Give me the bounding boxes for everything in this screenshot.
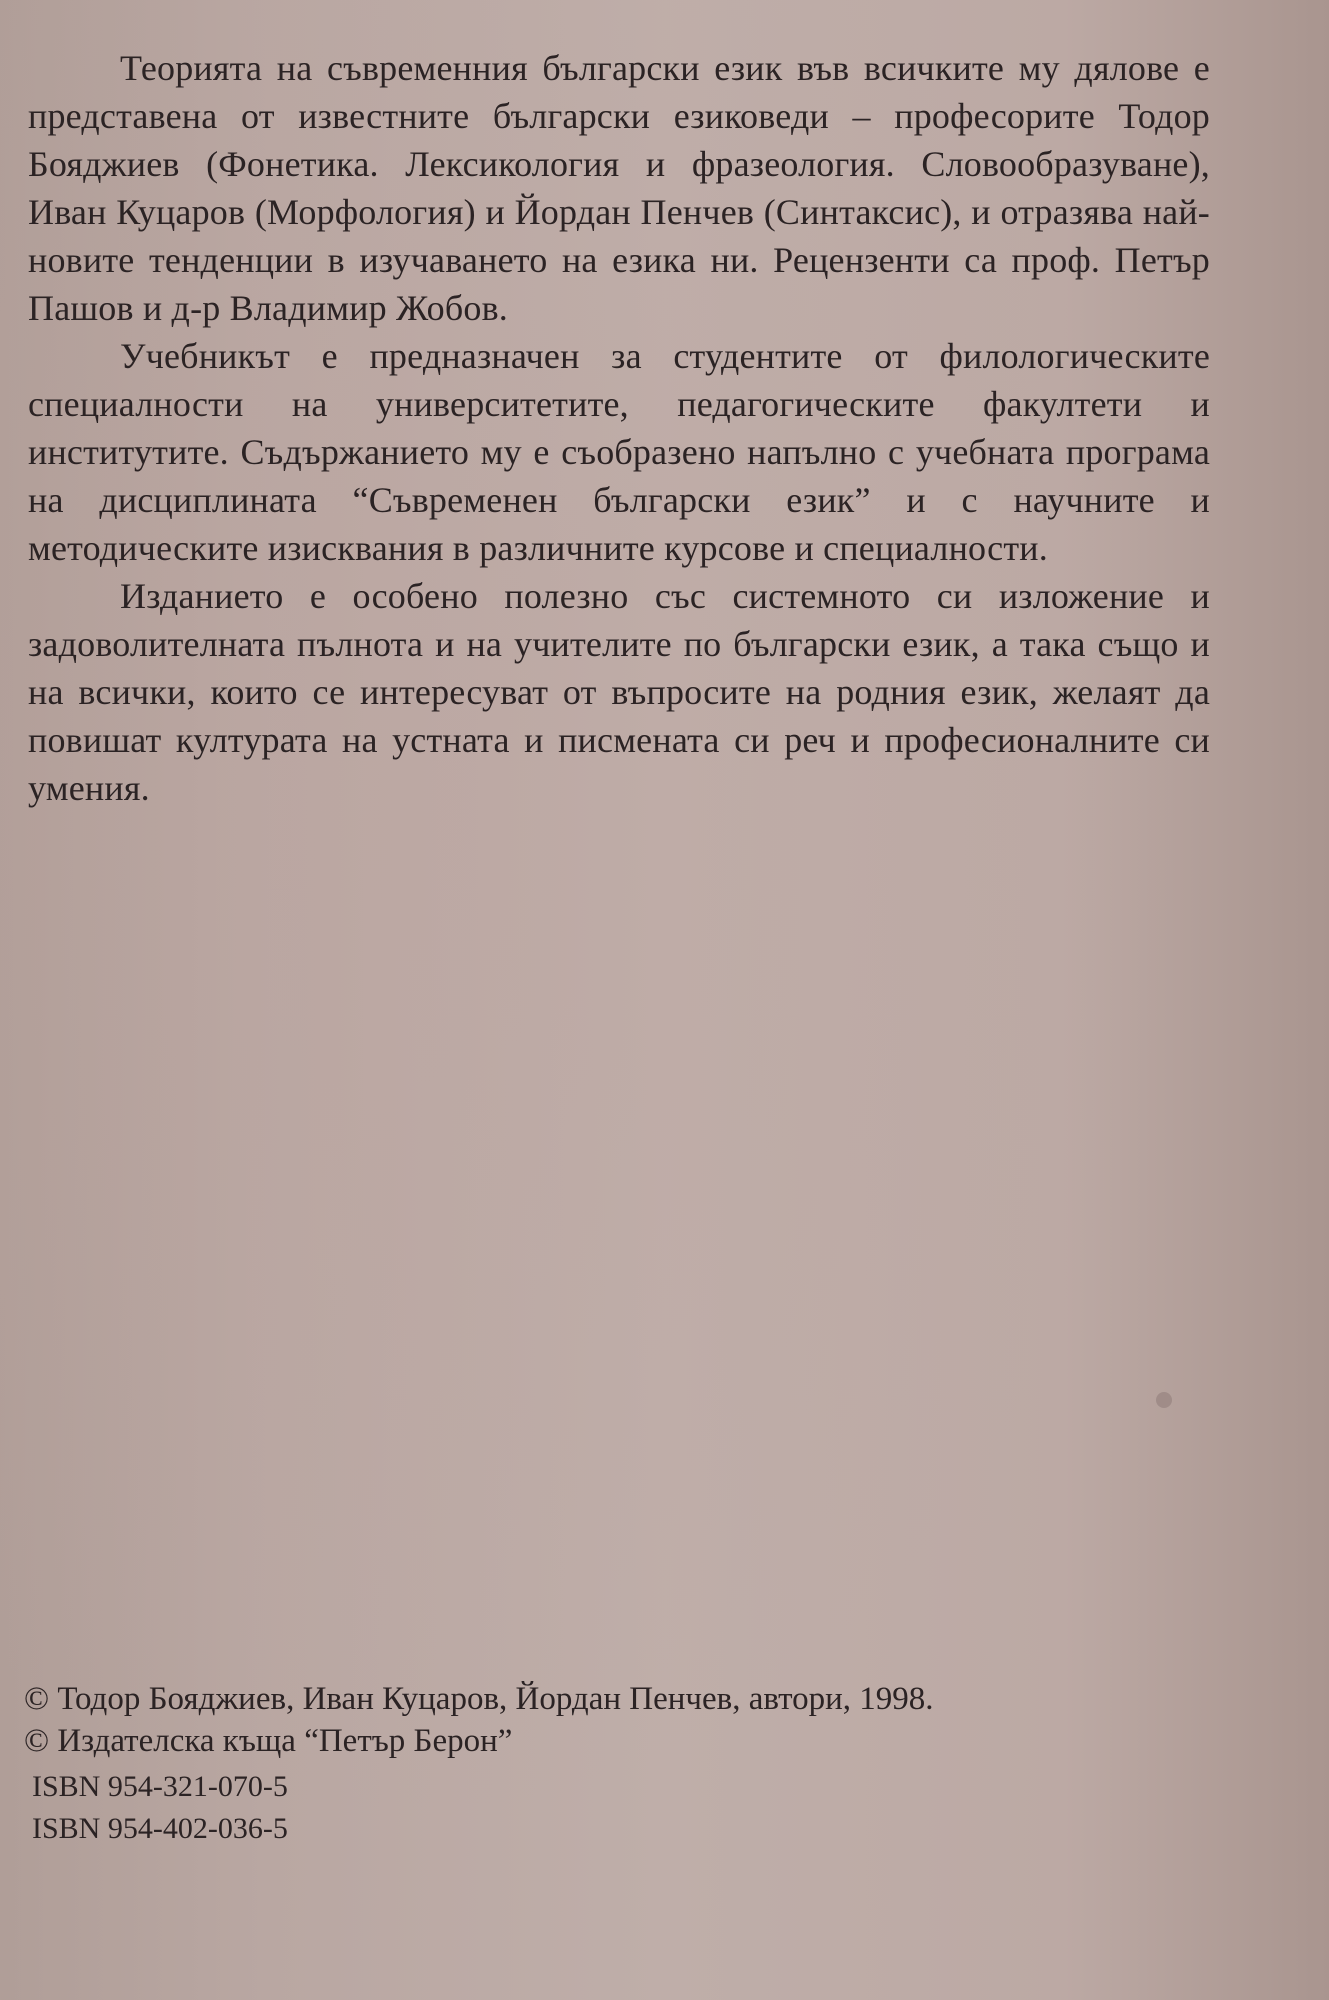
paper-spot xyxy=(1156,1392,1172,1408)
paragraph-3: Изданието е особено полезно със системното си изложение и задоволителната пълнота и на учителите по български език, а така също и на всички, които се интересуват от въпросите на родния език, желаят да повишат културата на устната и писмената си реч и професионалните си умения. xyxy=(28,576,1210,808)
paragraph-2: Учебникът е предназначен за студентите от филологическите специалности на университетите, педагогическите факултети и институтите. Съдържанието му е съобразено напълно с учебната програма на дисциплината “Съвременен български език” и с научните и методическите изисквания в различните курсове и специалности. xyxy=(28,336,1210,568)
annotation-text xyxy=(28,44,1210,812)
isbn-block xyxy=(32,1766,288,1850)
isbn-2: ISBN 954-402-036-5 xyxy=(32,1812,288,1845)
isbn-1: ISBN 954-321-070-5 xyxy=(32,1770,288,1803)
copyright-block xyxy=(24,1678,1174,1762)
paragraph-1: Теорията на съвременния български език във всичките му дялове е представена от известните български езиковеди – професорите Тодор Бояджиев (Фонетика. Лексикология и фразеология. Словообразуване), Иван Куцаров (Морфология) и Йордан Пенчев (Синтаксис), и отразява най-новите тенденции в изучаването на езика ни. Рецензенти са проф. Петър Пашов и д-р Владимир Жобов. xyxy=(28,48,1210,328)
copyright-publisher: © Издателска къща “Петър Берон” xyxy=(24,1723,513,1759)
copyright-authors: © Тодор Бояджиев, Иван Куцаров, Йордан Пенчев, автори, 1998. xyxy=(24,1681,934,1717)
